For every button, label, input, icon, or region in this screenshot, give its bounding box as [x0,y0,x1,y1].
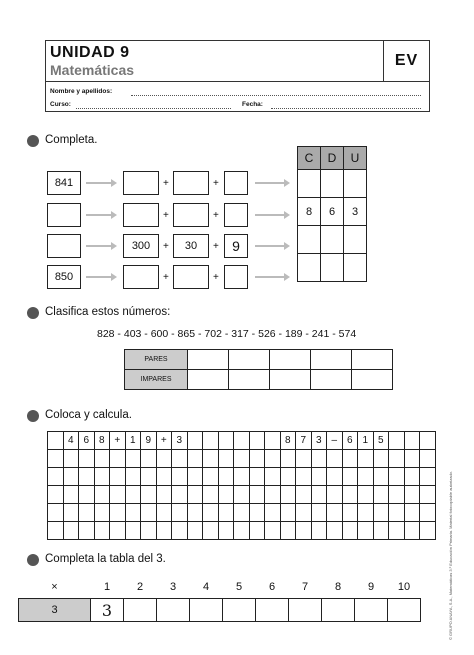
grid-cell[interactable] [249,504,265,522]
grid-cell[interactable] [373,504,389,522]
grid-cell[interactable] [296,468,312,486]
grid-cell[interactable] [187,468,203,486]
bullet-icon [27,307,39,319]
cdu-header-d: D [321,147,344,170]
unit-title: UNIDAD 9 [50,44,130,61]
grid-cell[interactable]: 8 [280,432,296,450]
plus-sign: + [213,210,219,221]
answer-cell[interactable] [188,370,229,390]
instruction-clasifica: Clasifica estos números: [45,306,171,318]
grid-cell[interactable]: 3 [311,432,327,450]
grid-cell[interactable] [342,522,358,540]
grid-cell[interactable] [110,504,126,522]
arrow-icon [255,276,287,278]
grid-cell[interactable] [79,522,95,540]
code-box: EV [383,41,429,81]
grid-cell[interactable] [280,450,296,468]
date-field[interactable] [271,102,421,109]
arrow-icon [255,214,287,216]
grid-cell[interactable] [404,432,420,450]
pares-impares-table [124,349,393,390]
grid-cell[interactable] [141,450,157,468]
grid-cell[interactable] [296,450,312,468]
number-box[interactable]: 850 [47,265,81,289]
grid-cell[interactable]: 8 [94,432,110,450]
grid-cell[interactable] [94,522,110,540]
cdu-cell[interactable]: 8 [298,198,321,226]
grid-cell[interactable] [203,432,219,450]
grid-cell[interactable] [373,486,389,504]
column-header: 9 [355,576,388,599]
grid-cell[interactable] [63,468,79,486]
grid-cell[interactable] [296,522,312,540]
answer-cell[interactable] [229,350,270,370]
bullet-icon [27,135,39,147]
plus-sign: + [213,178,219,189]
cdu-cell[interactable] [344,170,367,198]
grid-cell[interactable] [358,504,374,522]
grid-cell[interactable] [234,504,250,522]
arrow-icon [86,245,114,247]
cdu-cell[interactable] [298,226,321,254]
grid-cell[interactable] [420,450,436,468]
grid-cell[interactable] [389,504,405,522]
cdu-cell[interactable] [321,226,344,254]
grid-cell[interactable] [327,504,343,522]
arrow-icon [255,182,287,184]
grid-cell[interactable] [125,468,141,486]
row-label: 3 [19,599,91,622]
cdu-header-u: U [344,147,367,170]
addend-box[interactable] [123,171,159,195]
arrow-icon [86,214,114,216]
cdu-header-c: C [298,147,321,170]
grid-cell[interactable] [203,450,219,468]
column-header: 5 [223,576,256,599]
grid-cell[interactable] [265,468,281,486]
grid-cell[interactable]: 3 [172,432,188,450]
plus-sign: + [163,241,169,252]
grid-cell[interactable] [79,504,95,522]
grid-cell[interactable] [311,522,327,540]
grid-cell[interactable] [404,522,420,540]
answer-cell[interactable] [223,599,256,622]
grid-cell[interactable] [358,486,374,504]
cdu-cell[interactable]: 3 [344,198,367,226]
grid-cell[interactable] [79,468,95,486]
column-header: 1 [91,576,124,599]
name-field[interactable] [131,89,421,96]
grid-cell[interactable] [249,468,265,486]
grid-cell[interactable] [389,468,405,486]
grid-cell[interactable]: – [327,432,343,450]
grid-cell[interactable] [187,504,203,522]
grid-cell[interactable]: 1 [125,432,141,450]
grid-cell[interactable] [48,486,64,504]
grid-cell[interactable] [249,432,265,450]
grid-cell[interactable] [327,486,343,504]
column-header: 2 [124,576,157,599]
grid-cell[interactable] [203,486,219,504]
grid-cell[interactable]: + [110,432,126,450]
numbers-list: 828 - 403 - 600 - 865 - 702 - 317 - 526 - 189 - 241 - 574 [97,328,357,340]
number-box[interactable]: 841 [47,171,81,195]
grid-cell[interactable] [79,450,95,468]
grid-cell[interactable] [311,450,327,468]
grid-cell[interactable] [311,486,327,504]
grid-cell[interactable] [311,468,327,486]
column-header: 3 [157,576,190,599]
copyright-note: © GRUPO ANAYA, S.A., Matemáticas 3.º Educación Primaria. Material fotocopiable autorizado. [448,471,453,640]
grid-cell[interactable] [311,504,327,522]
grid-cell[interactable] [187,432,203,450]
impares-label: IMPARES [125,370,188,390]
cdu-cell[interactable] [298,170,321,198]
grid-cell[interactable] [125,450,141,468]
grid-cell[interactable] [48,432,64,450]
arrow-icon [86,276,114,278]
grid-cell[interactable] [373,468,389,486]
column-header: 6 [256,576,289,599]
grid-cell[interactable]: 6 [79,432,95,450]
grid-cell[interactable] [342,486,358,504]
bullet-icon [27,410,39,422]
grid-cell[interactable] [125,504,141,522]
grid-cell[interactable] [48,450,64,468]
instruction-completa: Completa. [45,134,98,146]
plus-sign: + [163,178,169,189]
grid-cell[interactable] [218,522,234,540]
answer-cell[interactable] [229,370,270,390]
addend-box[interactable] [224,203,248,227]
worksheet-header [45,40,430,112]
addend-box[interactable]: 9 [224,234,248,258]
answer-cell[interactable]: 3 [91,599,124,622]
grid-cell[interactable] [187,450,203,468]
grid-cell[interactable] [327,522,343,540]
addend-box[interactable]: 30 [173,234,209,258]
answer-cell[interactable] [124,599,157,622]
grid-cell[interactable] [420,468,436,486]
addend-box[interactable] [123,203,159,227]
column-header: 4 [190,576,223,599]
grid-cell[interactable]: 7 [296,432,312,450]
grid-cell[interactable] [110,522,126,540]
grid-cell[interactable] [249,486,265,504]
grid-cell[interactable] [63,486,79,504]
cdu-cell[interactable] [344,254,367,282]
grid-cell[interactable] [234,486,250,504]
grid-cell[interactable] [420,522,436,540]
grid-cell[interactable] [110,468,126,486]
cdu-cell[interactable] [344,226,367,254]
addend-box[interactable] [123,265,159,289]
grid-cell[interactable] [48,504,64,522]
grid-cell[interactable] [389,486,405,504]
grid-cell[interactable] [265,504,281,522]
grid-cell[interactable] [389,432,405,450]
plus-sign: + [213,241,219,252]
grid-cell[interactable] [404,504,420,522]
grid-cell[interactable] [358,522,374,540]
addend-box[interactable] [224,265,248,289]
course-field[interactable] [76,102,231,109]
grid-cell[interactable] [218,468,234,486]
course-label: Curso: [50,101,71,108]
plus-sign: + [213,272,219,283]
grid-cell[interactable] [125,522,141,540]
grid-cell[interactable] [342,450,358,468]
grid-cell[interactable] [218,432,234,450]
grid-cell[interactable] [420,486,436,504]
arrow-icon [255,245,287,247]
grid-cell[interactable] [249,522,265,540]
grid-cell[interactable] [125,486,141,504]
grid-cell[interactable]: 1 [358,432,374,450]
grid-cell[interactable] [63,522,79,540]
times-symbol: × [19,576,91,599]
answer-cell[interactable] [388,599,421,622]
grid-cell[interactable]: + [156,432,172,450]
plus-sign: + [163,272,169,283]
grid-cell[interactable] [141,522,157,540]
grid-cell[interactable] [48,468,64,486]
grid-cell[interactable] [342,468,358,486]
plus-sign: + [163,210,169,221]
header-divider [46,81,429,82]
answer-cell[interactable] [289,599,322,622]
answer-cell[interactable] [270,350,311,370]
grid-cell[interactable] [280,486,296,504]
grid-cell[interactable] [172,468,188,486]
cdu-cell[interactable] [321,170,344,198]
answer-cell[interactable] [157,599,190,622]
answer-cell[interactable] [352,370,393,390]
grid-cell[interactable] [63,504,79,522]
column-header: 8 [322,576,355,599]
grid-cell[interactable] [389,450,405,468]
grid-cell[interactable] [404,486,420,504]
grid-cell[interactable] [265,432,281,450]
grid-cell[interactable] [420,432,436,450]
grid-cell[interactable] [172,522,188,540]
grid-cell[interactable] [358,468,374,486]
grid-cell[interactable] [358,450,374,468]
grid-cell[interactable] [156,450,172,468]
calculation-grid [47,431,436,540]
column-header: 7 [289,576,322,599]
grid-cell[interactable] [342,504,358,522]
answer-cell[interactable] [322,599,355,622]
addend-box[interactable] [173,171,209,195]
cdu-table [297,146,367,282]
bullet-icon [27,554,39,566]
answer-cell[interactable] [355,599,388,622]
grid-cell[interactable] [373,450,389,468]
answer-cell[interactable] [270,370,311,390]
grid-cell[interactable] [420,504,436,522]
grid-cell[interactable] [172,504,188,522]
grid-cell[interactable] [141,468,157,486]
times-table [18,576,421,622]
grid-cell[interactable] [94,504,110,522]
pares-label: PARES [125,350,188,370]
grid-cell[interactable] [172,450,188,468]
grid-cell[interactable] [265,486,281,504]
grid-cell[interactable] [187,522,203,540]
grid-cell[interactable] [265,450,281,468]
grid-cell[interactable] [280,522,296,540]
addend-box[interactable]: 300 [123,234,159,258]
number-box[interactable] [47,234,81,258]
grid-cell[interactable] [296,486,312,504]
grid-cell[interactable] [234,468,250,486]
grid-cell[interactable] [110,450,126,468]
addend-box[interactable] [173,203,209,227]
grid-cell[interactable] [156,468,172,486]
cdu-cell[interactable] [298,254,321,282]
grid-cell[interactable] [203,504,219,522]
grid-cell[interactable] [234,522,250,540]
grid-cell[interactable] [373,522,389,540]
grid-cell[interactable] [156,486,172,504]
grid-cell[interactable] [218,486,234,504]
grid-cell[interactable] [141,504,157,522]
grid-cell[interactable] [63,450,79,468]
grid-cell[interactable] [156,522,172,540]
name-label: Nombre y apellidos: [50,88,113,95]
grid-cell[interactable]: 9 [141,432,157,450]
grid-cell[interactable] [94,486,110,504]
cdu-cell[interactable] [321,254,344,282]
grid-cell[interactable] [404,468,420,486]
subject-title: Matemáticas [50,62,135,78]
grid-cell[interactable] [141,486,157,504]
answer-cell[interactable] [311,370,352,390]
grid-cell[interactable] [404,450,420,468]
grid-cell[interactable] [389,522,405,540]
grid-cell[interactable] [79,486,95,504]
grid-cell[interactable] [94,468,110,486]
answer-cell[interactable] [256,599,289,622]
grid-cell[interactable] [296,504,312,522]
grid-cell[interactable] [187,486,203,504]
instruction-tabla: Completa la tabla del 3. [45,553,166,565]
answer-cell[interactable] [311,350,352,370]
grid-cell[interactable] [234,432,250,450]
answer-cell[interactable] [188,350,229,370]
grid-cell[interactable]: 6 [342,432,358,450]
grid-cell[interactable] [218,504,234,522]
grid-cell[interactable] [280,468,296,486]
answer-cell[interactable] [190,599,223,622]
grid-cell[interactable] [156,504,172,522]
cdu-cell[interactable]: 6 [321,198,344,226]
grid-cell[interactable] [280,504,296,522]
grid-cell[interactable] [110,486,126,504]
grid-cell[interactable] [172,486,188,504]
grid-cell[interactable] [249,450,265,468]
answer-cell[interactable] [352,350,393,370]
grid-cell[interactable] [265,522,281,540]
grid-cell[interactable] [94,450,110,468]
instruction-coloca: Coloca y calcula. [45,409,132,421]
column-header: 10 [388,576,421,599]
grid-cell[interactable] [218,450,234,468]
grid-cell[interactable]: 5 [373,432,389,450]
grid-cell[interactable] [327,468,343,486]
grid-cell[interactable] [203,468,219,486]
grid-cell[interactable]: 4 [63,432,79,450]
number-box[interactable] [47,203,81,227]
addend-box[interactable] [173,265,209,289]
addend-box[interactable] [224,171,248,195]
grid-cell[interactable] [327,450,343,468]
grid-cell[interactable] [234,450,250,468]
grid-cell[interactable] [203,522,219,540]
arrow-icon [86,182,114,184]
date-label: Fecha: [242,101,263,108]
grid-cell[interactable] [48,522,64,540]
